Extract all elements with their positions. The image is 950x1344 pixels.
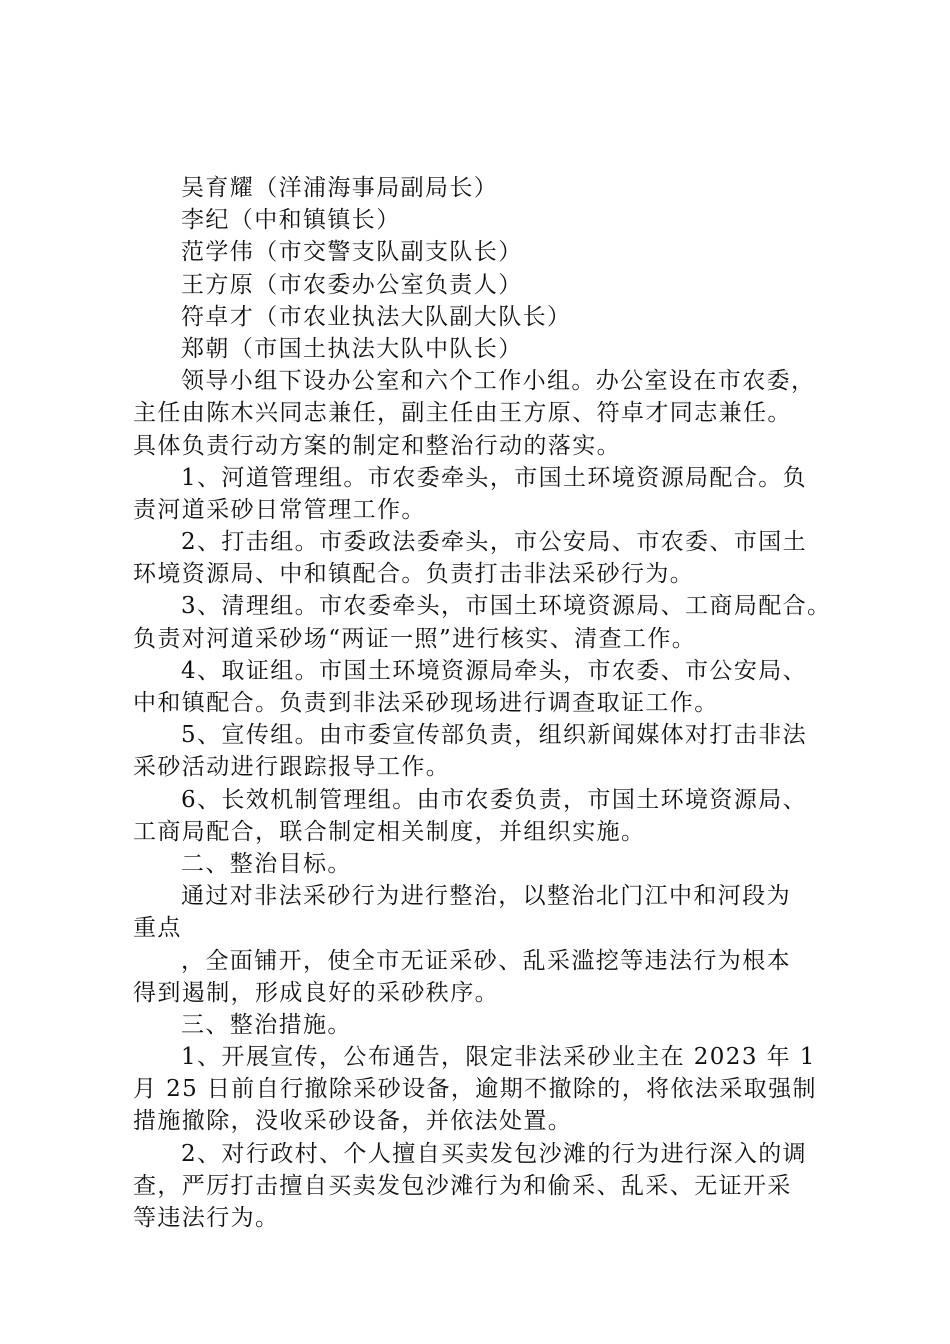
text-line: 2、打击组。市委政法委牵头，市公安局、市农委、市国土 (181, 529, 808, 556)
text-line: 4、取证组。市国土环境资源局牵头，市农委、市公安局、 (181, 657, 808, 684)
text-line: 范学伟（市交警支队副支队长） (181, 239, 523, 266)
text-line: 负责对河道采砂场“两证一照”进行核实、清查工作。 (133, 625, 697, 652)
text-line: 吴育耀（洋浦海事局副局长） (181, 175, 499, 201)
section-heading: 二、整治目标。 (181, 850, 352, 877)
text-line: 李纪（中和镇镇长） (181, 207, 401, 234)
text-line: 6、长效机制管理组。由市农委负责，市国土环境资源局、 (181, 786, 808, 813)
text-line: 环境资源局、中和镇配合。负责打击非法采砂行为。 (133, 561, 695, 588)
text-line: 查，严厉打击擅自买卖发包沙滩行为和偷采、乱采、无证开采 (133, 1172, 792, 1199)
text-line: 通过对非法采砂行为进行整治，以整治北门江中和河段为 (181, 883, 791, 910)
text-line: 符卓才（市农业执法大队副大队长） (181, 303, 572, 330)
text-line: 5、宣传组。由市委宣传部负责，组织新闻媒体对打击非法 (181, 722, 808, 749)
text-line: 责河道采砂日常管理工作。 (133, 496, 426, 523)
text-line: 等违法行为。 (133, 1205, 280, 1231)
text-line: 月 25 日前自行撤除采砂设备，逾期不撤除的，将依法采取强制 (133, 1076, 817, 1103)
text-line: ，全面铺开，使全市无证采砂、乱采滥挖等违法行为根本 (181, 947, 791, 974)
text-line: 工商局配合，联合制定相关制度，并组织实施。 (133, 818, 646, 845)
text-line: 郑朝（市国土执法大队中队长） (181, 335, 523, 362)
text-line: 中和镇配合。负责到非法采砂现场进行调查取证工作。 (133, 690, 719, 716)
text-line: 重点 (133, 915, 182, 942)
text-line: 得到遏制，形成良好的采砂秩序。 (133, 979, 499, 1006)
text-line: 主任由陈木兴同志兼任，副主任由王方原、符卓才同志兼任。 (133, 400, 792, 427)
text-line: 领导小组下设办公室和六个工作小组。办公室设在市农委， (181, 368, 816, 395)
section-heading: 三、整治措施。 (181, 1011, 352, 1038)
text-line: 具体负责行动方案的制定和整治行动的落实。 (133, 432, 621, 459)
text-line: 2、对行政村、个人擅自买卖发包沙滩的行为进行深入的调 (181, 1140, 808, 1167)
text-line: 采砂活动进行跟踪报导工作。 (133, 754, 451, 781)
text-line: 3、清理组。市农委牵头，市国土环境资源局、工商局配合。 (181, 593, 832, 620)
text-line: 措施撤除，没收采砂设备，并依法处置。 (133, 1108, 573, 1135)
text-line: 1、河道管理组。市农委牵头，市国土环境资源局配合。负 (181, 464, 808, 491)
text-line: 王方原（市农委办公室负责人） (181, 271, 523, 298)
text-line: 1、开展宣传，公布通告，限定非法采砂业主在 2023 年 1 (181, 1044, 816, 1071)
document-body (133, 172, 833, 1234)
